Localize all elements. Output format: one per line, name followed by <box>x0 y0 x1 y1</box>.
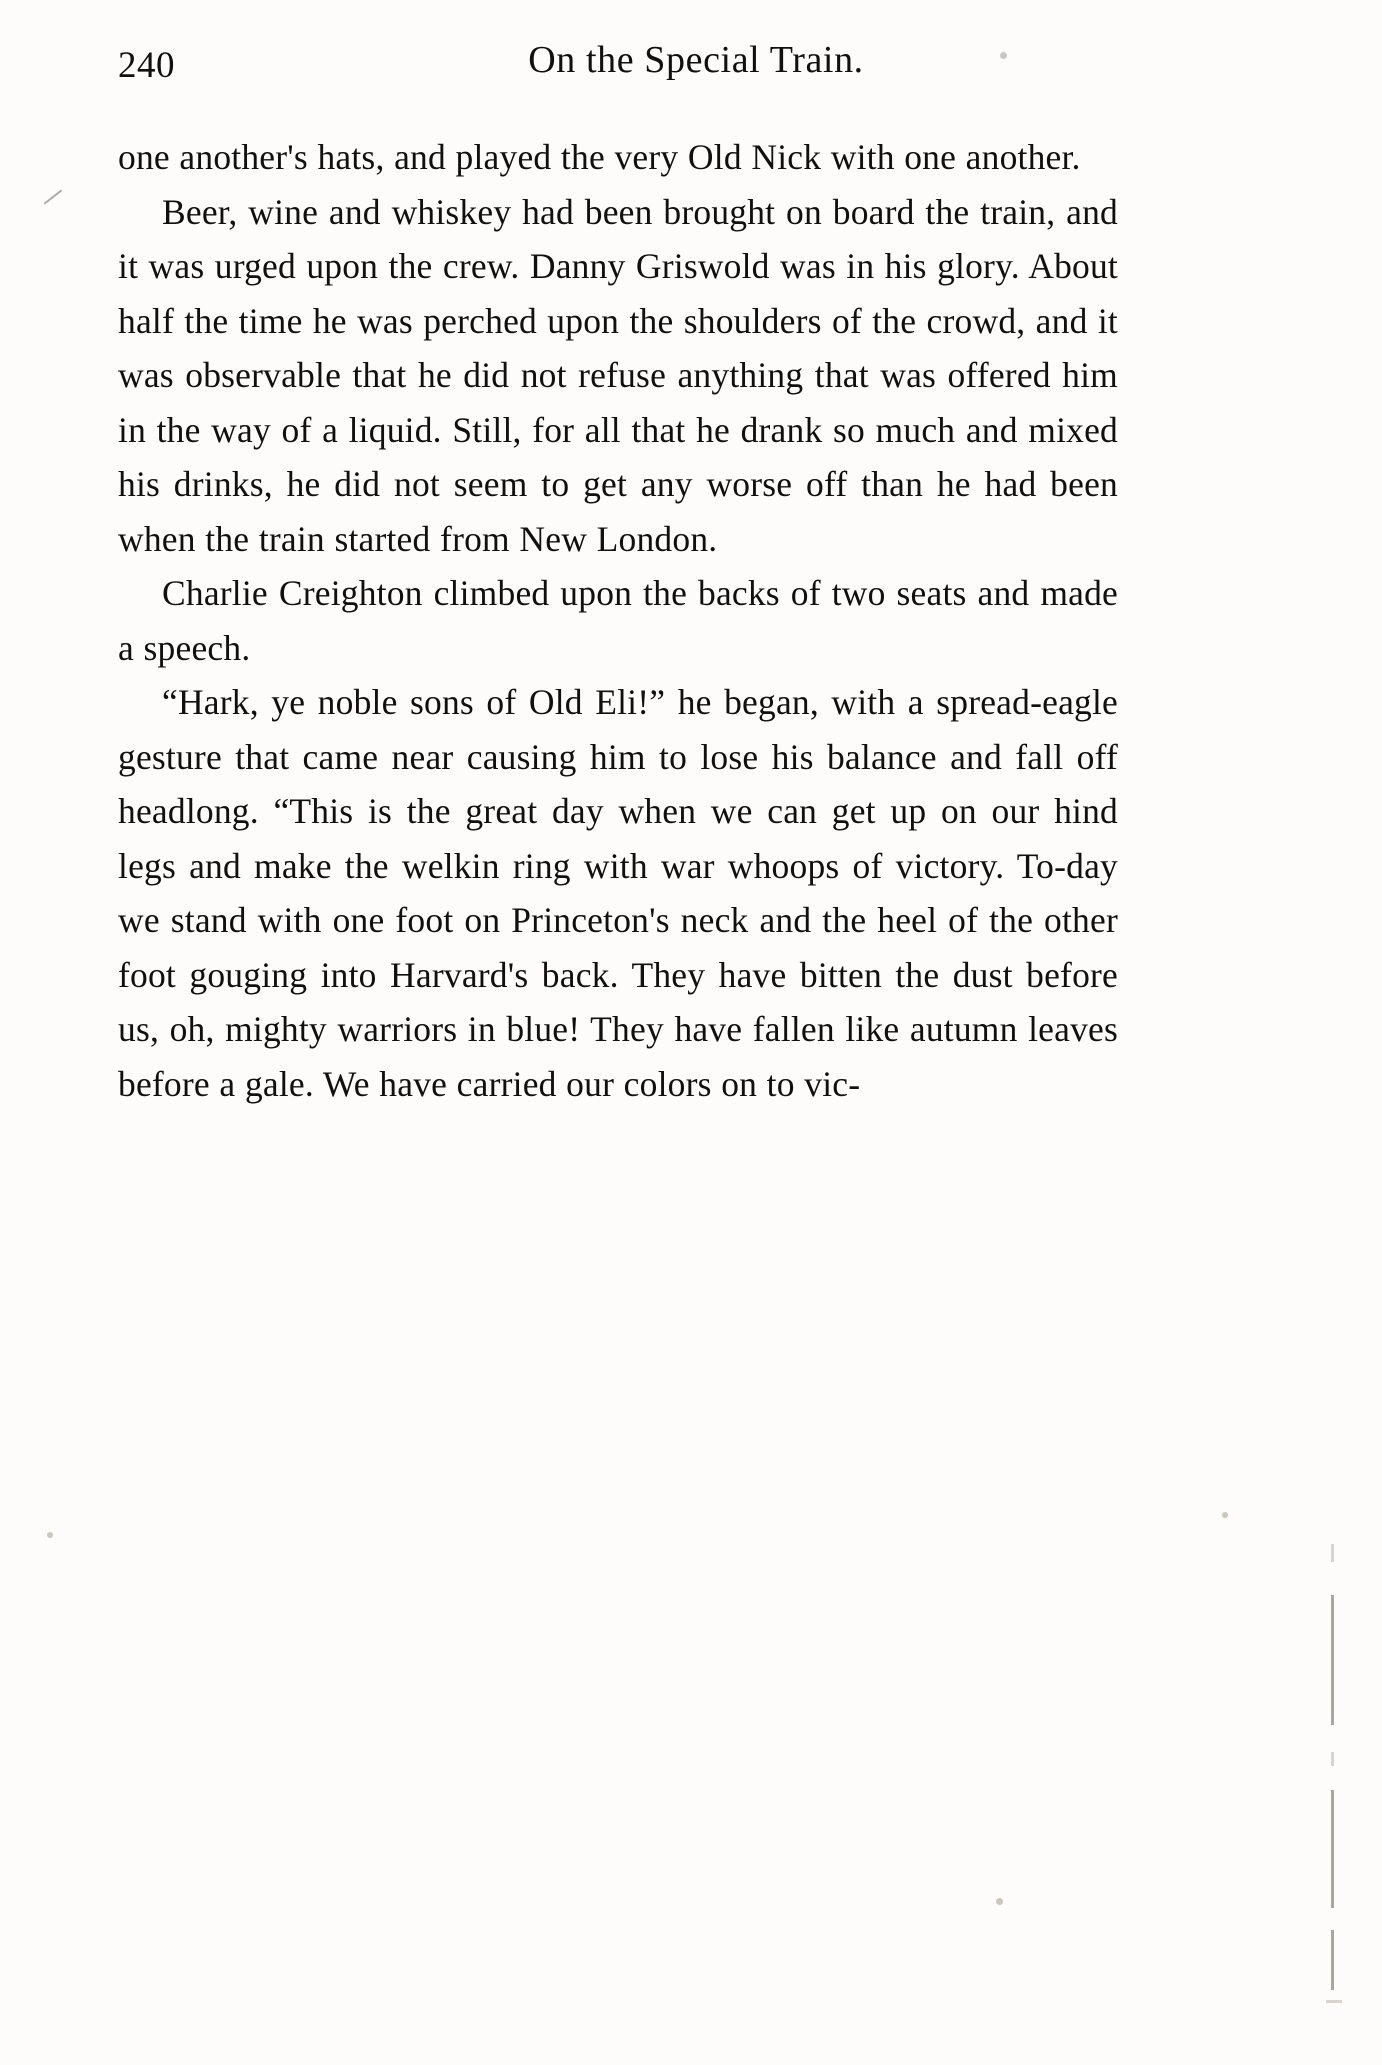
page-number: 240 <box>118 45 175 86</box>
page-edge-artifact <box>1331 1752 1334 1766</box>
scan-artifact-speck <box>47 1532 53 1538</box>
paragraph: Charlie Creighton climbed upon the backs of two seats and made a speech. <box>118 573 1118 668</box>
page-edge-artifact <box>1331 1544 1334 1562</box>
scan-artifact-speck <box>996 1898 1003 1905</box>
page-edge-artifact <box>1331 1790 1334 1908</box>
scan-artifact-speck <box>1000 52 1007 59</box>
body-text <box>118 130 1118 1111</box>
running-head <box>118 38 1228 96</box>
page-edge-artifact <box>1326 2000 1342 2003</box>
scan-artifact-speck <box>1222 1512 1228 1518</box>
page-edge-artifact <box>1331 1930 1334 1990</box>
running-title: On the Special Train. <box>528 39 864 81</box>
page-edge-artifact <box>1331 1595 1334 1725</box>
paragraph: “Hark, ye noble sons of Old Eli!” he began, with a spread-eagle gesture that came near causing him to lose his balance and fall off headlong. “This is the great day when we can get up on our hind legs and make the welkin ring with war whoops of victory. To-day we stand with one foot on Princeton's neck and the heel of the other foot gouging into Harvard's back. They have bitten the dust before us, oh, mighty warriors in blue! They have fallen like autumn leaves before a gale. We have carried our colors on to vic- <box>118 682 1118 1104</box>
paragraph: one another's hats, and played the very Old Nick with one another. <box>118 137 1081 177</box>
scan-artifact-mark <box>44 189 63 204</box>
paragraph: Beer, wine and whiskey had been brought on board the train, and it was urged upon the crew. Danny Griswold was in his glory. About half the time he was perched upon the shoulders of the crowd, and it was observable that he did not refuse anything that was offered him in the way of a liquid. Still, for all that he drank so much and mixed his drinks, he did not seem to get any worse off than he had been when the train started from New London. <box>118 191 1118 559</box>
